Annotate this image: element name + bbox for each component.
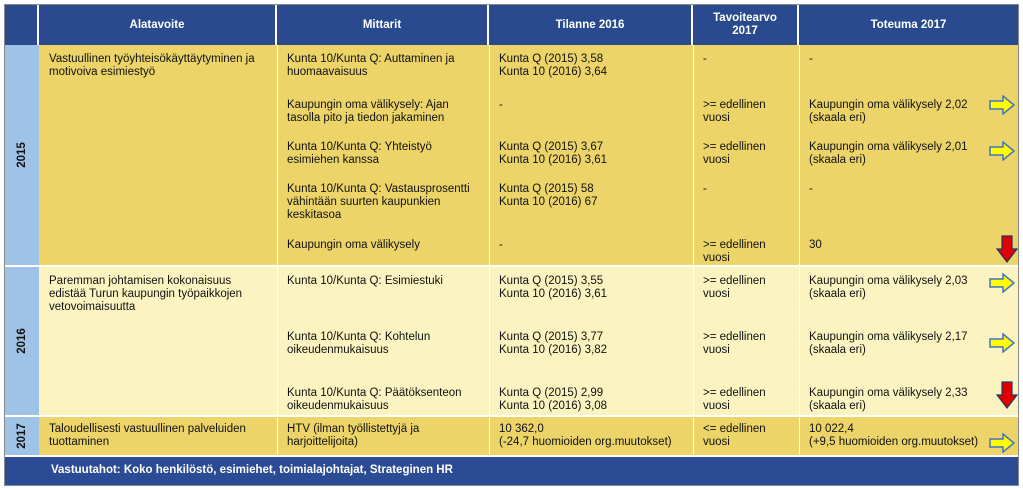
header-result: Toteuma 2017: [870, 18, 947, 31]
section-2015: [39, 45, 1018, 267]
status-cell: 10 362,0 (-24,7 huomioiden org.muutokset): [499, 423, 672, 448]
metric-cell: Kaupungin oma välikysely: [287, 239, 420, 251]
header-target: Tavoitearvo 2017: [693, 5, 799, 45]
target-cell: >= edellinen vuosi: [703, 387, 766, 412]
metric-cell: Kunta 10/Kunta Q: Auttaminen ja huomaavaisuus: [287, 53, 455, 78]
result-cell: Kaupungin oma välikysely 2,02 (skaala eri): [809, 99, 968, 124]
result-cell: -: [809, 183, 813, 195]
status-cell: Kunta Q (2015) 3,67 Kunta 10 (2016) 3,61: [499, 141, 608, 166]
metric-cell: Kunta 10/Kunta Q: Yhteistyö esimiehen kanssa: [287, 141, 432, 166]
goal-text: Paremman johtamisen kokonaisuus edistää Turun kaupungin työpaikkojen vetovoimaisuutta: [49, 275, 243, 313]
header-year-cell: [5, 5, 39, 45]
status-cell: Kunta Q (2015) 2,99 Kunta 10 (2016) 3,08: [499, 387, 608, 412]
goal-text: Vastuullinen työyhteisökäyttäytyminen ja motivoiva esimiestyö: [49, 53, 255, 78]
target-cell: >= edellinen vuosi: [703, 99, 766, 124]
metric-cell: HTV (ilman työllistettyjä ja harjoittelijoita): [287, 423, 420, 448]
header-status: Tilanne 2016: [489, 5, 693, 45]
goals-table: [4, 4, 1019, 486]
footer-text: Vastuutahot: Koko henkilöstö, esimiehet, toimialajohtajat, Strateginen HR: [51, 464, 453, 476]
result-cell: Kaupungin oma välikysely 2,03 (skaala eri): [809, 275, 968, 300]
target-cell: >= edellinen vuosi: [703, 239, 766, 264]
metric-cell: Kunta 10/Kunta Q: Esimiestuki: [287, 275, 443, 287]
metric-cell: Kunta 10/Kunta Q: Vastausprosentti vähintään suurten kaupunkien keskitasoa: [287, 183, 470, 221]
section-2017: [39, 417, 1018, 457]
result-cell: Kaupungin oma välikysely 2,17 (skaala eri): [809, 331, 968, 356]
status-cell: Kunta Q (2015) 3,77 Kunta 10 (2016) 3,82: [499, 331, 608, 356]
target-cell: >= edellinen vuosi: [703, 331, 766, 356]
status-cell: -: [499, 239, 503, 251]
year-cell-2015: 2015: [5, 45, 39, 267]
result-cell: -: [809, 53, 813, 65]
goal-text: Taloudellisesti vastuullinen palveluiden tuottaminen: [49, 423, 246, 448]
target-cell: -: [703, 183, 707, 195]
status-cell: Kunta Q (2015) 3,55 Kunta 10 (2016) 3,61: [499, 275, 608, 300]
right-arrow-icon: [989, 273, 1015, 293]
result-cell: Kaupungin oma välikysely 2,01 (skaala eri): [809, 141, 968, 166]
right-arrow-icon: [989, 141, 1015, 161]
target-cell: -: [703, 53, 707, 65]
down-arrow-icon: [996, 381, 1018, 409]
metric-cell: Kaupungin oma välikysely: Ajan tasolla pito ja tiedon jakaminen: [287, 99, 449, 124]
metric-cell: Kunta 10/Kunta Q: Kohtelun oikeudenmukaisuus: [287, 331, 431, 356]
right-arrow-icon: [989, 333, 1015, 353]
responsibility-footer: [5, 457, 1018, 485]
result-cell: 30: [809, 239, 822, 251]
status-cell: Kunta Q (2015) 58 Kunta 10 (2016) 67: [499, 183, 598, 208]
target-cell: >= edellinen vuosi: [703, 275, 766, 300]
right-arrow-icon: [989, 433, 1015, 453]
header-metric: Mittarit: [277, 5, 489, 45]
header-goal: Alatavoite: [39, 5, 277, 45]
target-cell: <= edellinen vuosi: [703, 423, 766, 448]
metric-cell: Kunta 10/Kunta Q: Päätöksenteon oikeudenmukaisuus: [287, 387, 462, 412]
result-cell: 10 022,4 (+9,5 huomioiden org.muutokset): [809, 423, 979, 448]
target-cell: >= edellinen vuosi: [703, 141, 766, 166]
table-header: [5, 5, 1018, 45]
section-2016: [39, 267, 1018, 417]
result-cell: Kaupungin oma välikysely 2,33 (skaala eri): [809, 387, 968, 412]
down-arrow-icon: [996, 235, 1018, 263]
right-arrow-icon: [989, 95, 1015, 115]
status-cell: Kunta Q (2015) 3,58 Kunta 10 (2016) 3,64: [499, 53, 608, 78]
year-cell-2016: 2016: [5, 267, 39, 417]
status-cell: -: [499, 99, 503, 111]
year-cell-2017: 2017: [5, 417, 39, 457]
